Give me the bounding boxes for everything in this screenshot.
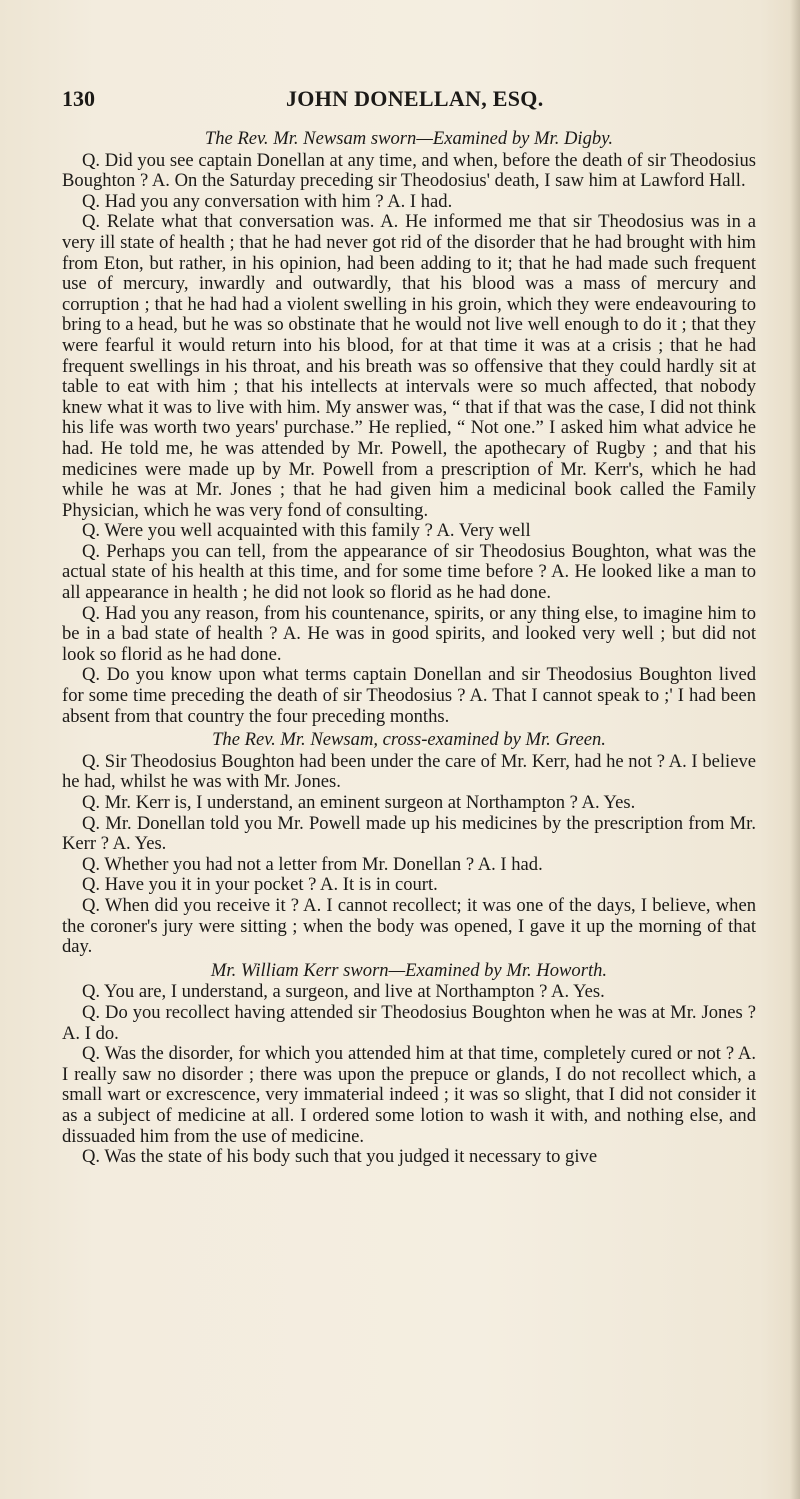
section-heading: Mr. William Kerr sworn—Examined by Mr. Howorth. <box>210 959 608 981</box>
testimony-paragraph: Q. When did you receive it ? A. I cannot recollect; it was one of the days, I believe, when the coroner's jury were sitting ; when the body was opened, I gave it up the morning of that day. <box>62 894 756 958</box>
running-title: JOHN DONELLAN, ESQ. <box>286 86 544 111</box>
testimony-paragraph: Q. Mr. Donellan told you Mr. Powell made up his medicines by the prescription from Mr. Kerr ? A. Yes. <box>62 812 756 855</box>
testimony-paragraph: Q. Were you well acquainted with this family ? A. Very well <box>82 520 531 542</box>
testimony-paragraph: Q. Was the state of his body such that you judged it necessary to give <box>82 1146 598 1168</box>
section-heading: The Rev. Mr. Newsam sworn—Examined by Mr. Digby. <box>204 128 614 149</box>
testimony-paragraph: Q. Have you it in your pocket ? A. It is in court. <box>82 874 438 896</box>
testimony-paragraph: Q. Had you any conversation with him ? A. I had. <box>82 190 453 212</box>
testimony-paragraph: Q. Relate what that conversation was. A. He informed me that sir Theodosius was in a very ill state of health ; that he had never got rid of the disorder that he had brought with him from Eton, but rather, in his opinion, had been adding to it; that he had made such frequent use of mercury, inwardly and outwardly, that his blood was a mass of mercury and corruption ; that he had had a violent swelling in his groin, which they were endeavouring to bring to a head, but he was so obstinate that he would not live well enough to do it ; that they were fearful it would return into his blood, for at that time it was at a crisis ; that he had frequent swellings in his throat, and his breath was so offensive that they could hardly sit at table to eat with him ; that his intellects at intervals were so much affected, that nobody knew what it was to live with him. My answer was, “ that if that was the case, I did not think his life was worth two years' purchase.” He replied, “ Not one.” I asked him what advice he had. He told me, he was attended by Mr. Powell, the apothecary of Rugby ; and that his medicines were made up by Mr. Powell from a prescription of Mr. Kerr's, which he had while he was at Mr. Jones ; that he had given him a medicinal book called the Family Physician, which he was very fond of consulting. <box>62 211 756 521</box>
testimony-paragraph: Q. Did you see captain Donellan at any time, and when, before the death of sir Theodosius Boughton ? A. On the Saturday preceding sir Theodosius' death, I saw him at Lawford Hall. <box>62 149 756 192</box>
page-header <box>62 86 762 116</box>
page-edge-shadow <box>790 0 800 1499</box>
testimony-paragraph: Q. Sir Theodosius Boughton had been under the care of Mr. Kerr, had he not ? A. I believe he had, whilst he was with Mr. Jones. <box>62 750 756 793</box>
body-text <box>62 126 756 1168</box>
testimony-paragraph: Q. Whether you had not a letter from Mr. Donellan ? A. I had. <box>82 853 543 875</box>
page-number: 130 <box>62 86 95 111</box>
section-heading: The Rev. Mr. Newsam, cross-examined by Mr. Green. <box>212 729 606 751</box>
testimony-paragraph: Q. Do you know upon what terms captain Donellan and sir Theodosius Boughton lived for some time preceding the death of sir Theodosius ? A. That I cannot speak to ;' I had been absent from that country the four preceding months. <box>62 664 756 727</box>
testimony-paragraph: Q. Was the disorder, for which you attended him at that time, completely cured or not ? A. I really saw no disorder ; there was upon the prepuce or glands, I do not recollect which, a small wart or excrescence, very immaterial indeed ; it was so slight, that I did not consider it as a subject of medicine at all. I ordered some lotion to wash it with, and nothing else, and dissuaded him from the use of medicine. <box>62 1043 756 1147</box>
testimony-paragraph: Q. Mr. Kerr is, I understand, an eminent surgeon at Northampton ? A. Yes. <box>82 792 636 813</box>
testimony-paragraph: Q. Perhaps you can tell, from the appearance of sir Theodosius Boughton, what was the actual state of his health at this time, and for some time before ? A. He looked like a man to all appearance in health ; he did not look so florid as he had done. <box>62 540 756 604</box>
testimony-paragraph: Q. Had you any reason, from his countenance, spirits, or any thing else, to imagine him to be in a bad state of health ? A. He was in good spirits, and looked very well ; but did not look so florid as he had done. <box>62 602 756 665</box>
testimony-paragraph: Q. Do you recollect having attended sir Theodosius Boughton when he was at Mr. Jones ? A. I do. <box>62 1001 756 1044</box>
testimony-paragraph: Q. You are, I understand, a surgeon, and live at Northampton ? A. Yes. <box>82 981 605 1003</box>
